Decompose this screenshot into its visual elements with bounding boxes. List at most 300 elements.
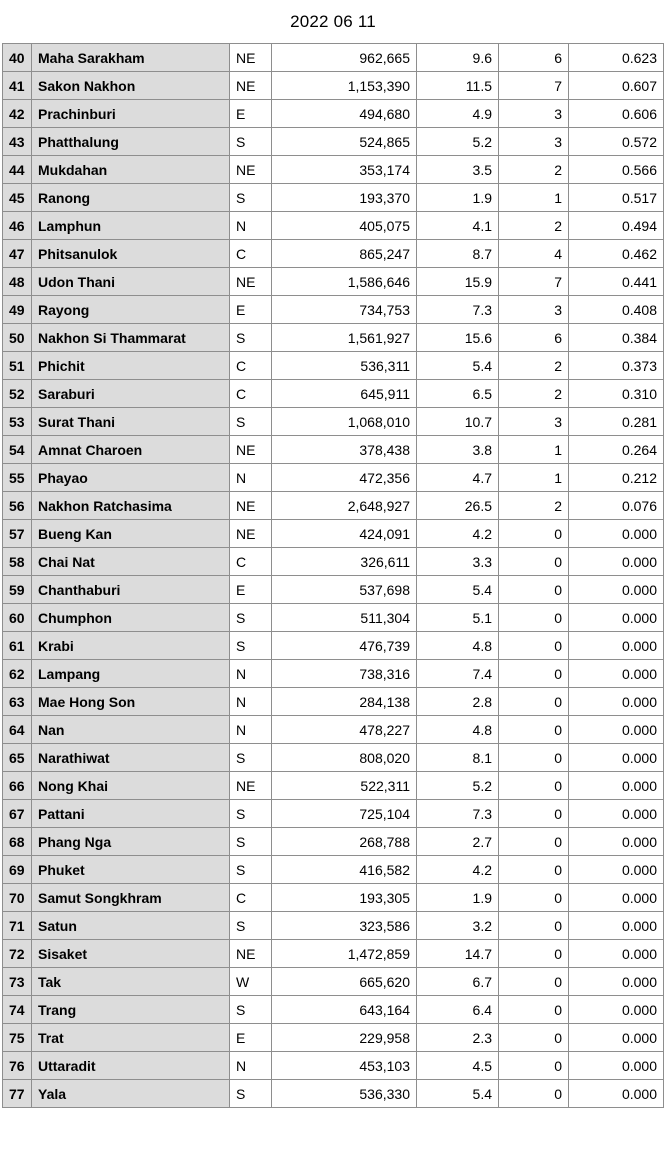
population-cell: 323,586 [272,912,417,940]
count-cell: 0 [499,912,569,940]
region-cell: NE [230,520,272,548]
region-cell: E [230,296,272,324]
rank-cell: 64 [3,716,32,744]
rate-cell: 0.000 [569,520,664,548]
table-row [3,156,664,184]
count-cell: 0 [499,604,569,632]
province-cell: Phichit [32,352,230,380]
ratio-cell: 7.3 [417,800,499,828]
count-cell: 3 [499,408,569,436]
ratio-cell: 2.3 [417,1024,499,1052]
province-cell: Prachinburi [32,100,230,128]
rate-cell: 0.000 [569,884,664,912]
table-row [3,212,664,240]
province-cell: Saraburi [32,380,230,408]
rate-cell: 0.517 [569,184,664,212]
count-cell: 0 [499,632,569,660]
rank-cell: 71 [3,912,32,940]
region-cell: N [230,716,272,744]
table-row [3,464,664,492]
region-cell: S [230,128,272,156]
region-cell: S [230,324,272,352]
count-cell: 0 [499,576,569,604]
count-cell: 0 [499,800,569,828]
region-cell: N [230,1052,272,1080]
rank-cell: 69 [3,856,32,884]
rank-cell: 41 [3,72,32,100]
population-cell: 424,091 [272,520,417,548]
province-cell: Nong Khai [32,772,230,800]
rate-cell: 0.000 [569,688,664,716]
table-row [3,100,664,128]
region-cell: S [230,856,272,884]
region-cell: S [230,744,272,772]
count-cell: 0 [499,968,569,996]
ratio-cell: 3.5 [417,156,499,184]
table-row [3,688,664,716]
ratio-cell: 6.7 [417,968,499,996]
region-cell: E [230,1024,272,1052]
count-cell: 0 [499,548,569,576]
region-cell: NE [230,940,272,968]
table-row [3,940,664,968]
rate-cell: 0.000 [569,744,664,772]
province-cell: Narathiwat [32,744,230,772]
province-cell: Phang Nga [32,828,230,856]
rate-cell: 0.310 [569,380,664,408]
count-cell: 0 [499,996,569,1024]
region-cell: E [230,100,272,128]
table-row [3,996,664,1024]
count-cell: 3 [499,100,569,128]
rate-cell: 0.281 [569,408,664,436]
population-cell: 536,311 [272,352,417,380]
population-cell: 1,586,646 [272,268,417,296]
province-cell: Sakon Nakhon [32,72,230,100]
province-cell: Phayao [32,464,230,492]
table-row [3,968,664,996]
table-row [3,296,664,324]
rank-cell: 46 [3,212,32,240]
ratio-cell: 5.4 [417,352,499,380]
rank-cell: 62 [3,660,32,688]
table-row [3,856,664,884]
table-row [3,128,664,156]
table-body [3,44,664,1108]
rate-cell: 0.607 [569,72,664,100]
count-cell: 0 [499,856,569,884]
province-cell: Nakhon Ratchasima [32,492,230,520]
rate-cell: 0.212 [569,464,664,492]
table-row [3,408,664,436]
ratio-cell: 5.2 [417,128,499,156]
table-row [3,884,664,912]
count-cell: 1 [499,436,569,464]
count-cell: 0 [499,744,569,772]
region-cell: NE [230,268,272,296]
table-row [3,1024,664,1052]
population-cell: 268,788 [272,828,417,856]
population-cell: 522,311 [272,772,417,800]
rank-cell: 45 [3,184,32,212]
count-cell: 7 [499,268,569,296]
ratio-cell: 3.2 [417,912,499,940]
table-row [3,772,664,800]
province-cell: Mae Hong Son [32,688,230,716]
population-cell: 734,753 [272,296,417,324]
table-row [3,184,664,212]
ratio-cell: 26.5 [417,492,499,520]
population-cell: 524,865 [272,128,417,156]
population-cell: 537,698 [272,576,417,604]
ratio-cell: 6.4 [417,996,499,1024]
count-cell: 2 [499,380,569,408]
count-cell: 0 [499,772,569,800]
rank-cell: 57 [3,520,32,548]
population-cell: 738,316 [272,660,417,688]
rank-cell: 75 [3,1024,32,1052]
rank-cell: 52 [3,380,32,408]
province-cell: Uttaradit [32,1052,230,1080]
ratio-cell: 5.4 [417,1080,499,1108]
province-cell: Sisaket [32,940,230,968]
rank-cell: 67 [3,800,32,828]
ratio-cell: 14.7 [417,940,499,968]
population-cell: 494,680 [272,100,417,128]
region-cell: S [230,828,272,856]
region-cell: S [230,604,272,632]
ratio-cell: 4.9 [417,100,499,128]
table-row [3,660,664,688]
count-cell: 2 [499,352,569,380]
population-cell: 453,103 [272,1052,417,1080]
count-cell: 0 [499,1080,569,1108]
count-cell: 0 [499,716,569,744]
table-row [3,632,664,660]
ratio-cell: 8.1 [417,744,499,772]
province-cell: Trang [32,996,230,1024]
ratio-cell: 11.5 [417,72,499,100]
ratio-cell: 4.2 [417,520,499,548]
ratio-cell: 2.7 [417,828,499,856]
table-row [3,576,664,604]
region-cell: S [230,184,272,212]
population-cell: 229,958 [272,1024,417,1052]
rank-cell: 42 [3,100,32,128]
table-row [3,380,664,408]
rank-cell: 59 [3,576,32,604]
rank-cell: 49 [3,296,32,324]
ratio-cell: 7.3 [417,296,499,324]
rank-cell: 51 [3,352,32,380]
population-cell: 962,665 [272,44,417,72]
population-cell: 511,304 [272,604,417,632]
rank-cell: 56 [3,492,32,520]
table-row [3,324,664,352]
rate-cell: 0.000 [569,940,664,968]
ratio-cell: 3.3 [417,548,499,576]
province-cell: Mukdahan [32,156,230,184]
region-cell: E [230,576,272,604]
count-cell: 6 [499,44,569,72]
province-cell: Phuket [32,856,230,884]
ratio-cell: 4.7 [417,464,499,492]
table-row [3,828,664,856]
rank-cell: 47 [3,240,32,268]
ratio-cell: 1.9 [417,184,499,212]
rank-cell: 40 [3,44,32,72]
ratio-cell: 6.5 [417,380,499,408]
region-cell: N [230,212,272,240]
rank-cell: 72 [3,940,32,968]
region-cell: C [230,240,272,268]
population-cell: 193,305 [272,884,417,912]
rank-cell: 73 [3,968,32,996]
rate-cell: 0.000 [569,660,664,688]
region-cell: W [230,968,272,996]
region-cell: C [230,884,272,912]
count-cell: 3 [499,128,569,156]
ratio-cell: 15.6 [417,324,499,352]
population-cell: 645,911 [272,380,417,408]
region-cell: S [230,408,272,436]
rate-cell: 0.572 [569,128,664,156]
table-row [3,72,664,100]
region-cell: NE [230,772,272,800]
rank-cell: 48 [3,268,32,296]
rate-cell: 0.000 [569,772,664,800]
table-row [3,548,664,576]
rate-cell: 0.000 [569,632,664,660]
province-cell: Phatthalung [32,128,230,156]
ratio-cell: 4.5 [417,1052,499,1080]
table-row [3,268,664,296]
population-cell: 1,561,927 [272,324,417,352]
rank-cell: 70 [3,884,32,912]
rank-cell: 54 [3,436,32,464]
rate-cell: 0.000 [569,1080,664,1108]
table-row [3,492,664,520]
ratio-cell: 4.1 [417,212,499,240]
province-cell: Lamphun [32,212,230,240]
population-cell: 808,020 [272,744,417,772]
region-cell: NE [230,72,272,100]
rate-cell: 0.000 [569,604,664,632]
region-cell: N [230,464,272,492]
province-cell: Bueng Kan [32,520,230,548]
rank-cell: 50 [3,324,32,352]
population-cell: 1,472,859 [272,940,417,968]
ratio-cell: 4.8 [417,716,499,744]
province-cell: Surat Thani [32,408,230,436]
ratio-cell: 5.2 [417,772,499,800]
region-cell: N [230,660,272,688]
rate-cell: 0.000 [569,912,664,940]
population-cell: 665,620 [272,968,417,996]
province-cell: Nan [32,716,230,744]
rank-cell: 77 [3,1080,32,1108]
province-cell: Lampang [32,660,230,688]
population-cell: 2,648,927 [272,492,417,520]
count-cell: 2 [499,156,569,184]
rate-cell: 0.566 [569,156,664,184]
population-cell: 643,164 [272,996,417,1024]
page-title: 2022 06 11 [290,12,376,31]
population-cell: 476,739 [272,632,417,660]
province-cell: Pattani [32,800,230,828]
rate-cell: 0.000 [569,1052,664,1080]
ratio-cell: 4.8 [417,632,499,660]
region-cell: NE [230,492,272,520]
rate-cell: 0.373 [569,352,664,380]
region-cell: NE [230,44,272,72]
province-cell: Chai Nat [32,548,230,576]
province-cell: Phitsanulok [32,240,230,268]
rate-cell: 0.000 [569,828,664,856]
population-cell: 1,153,390 [272,72,417,100]
table-row [3,240,664,268]
rate-cell: 0.494 [569,212,664,240]
table-row [3,912,664,940]
table-row [3,1080,664,1108]
rank-cell: 68 [3,828,32,856]
province-cell: Chanthaburi [32,576,230,604]
population-cell: 326,611 [272,548,417,576]
rate-cell: 0.000 [569,1024,664,1052]
rate-cell: 0.000 [569,996,664,1024]
population-cell: 536,330 [272,1080,417,1108]
table-row [3,800,664,828]
ratio-cell: 4.2 [417,856,499,884]
count-cell: 4 [499,240,569,268]
rank-cell: 74 [3,996,32,1024]
rank-cell: 63 [3,688,32,716]
rate-cell: 0.408 [569,296,664,324]
table-row [3,1052,664,1080]
table-row [3,436,664,464]
rank-cell: 61 [3,632,32,660]
ratio-cell: 7.4 [417,660,499,688]
ratio-cell: 5.1 [417,604,499,632]
rank-cell: 60 [3,604,32,632]
count-cell: 2 [499,492,569,520]
count-cell: 0 [499,688,569,716]
count-cell: 1 [499,464,569,492]
table-row [3,44,664,72]
region-cell: S [230,912,272,940]
population-cell: 1,068,010 [272,408,417,436]
region-cell: C [230,352,272,380]
count-cell: 6 [499,324,569,352]
population-cell: 472,356 [272,464,417,492]
count-cell: 2 [499,212,569,240]
region-cell: NE [230,156,272,184]
rank-cell: 43 [3,128,32,156]
rank-cell: 55 [3,464,32,492]
province-cell: Chumphon [32,604,230,632]
rate-cell: 0.000 [569,968,664,996]
region-cell: C [230,380,272,408]
population-cell: 353,174 [272,156,417,184]
province-cell: Ranong [32,184,230,212]
region-cell: S [230,632,272,660]
region-cell: S [230,996,272,1024]
population-cell: 725,104 [272,800,417,828]
table-row [3,604,664,632]
province-cell: Krabi [32,632,230,660]
rate-cell: 0.606 [569,100,664,128]
rate-cell: 0.384 [569,324,664,352]
province-cell: Rayong [32,296,230,324]
province-table [2,43,664,1108]
ratio-cell: 2.8 [417,688,499,716]
province-cell: Udon Thani [32,268,230,296]
table-row [3,520,664,548]
province-cell: Nakhon Si Thammarat [32,324,230,352]
rate-cell: 0.264 [569,436,664,464]
count-cell: 0 [499,940,569,968]
count-cell: 0 [499,1024,569,1052]
region-cell: C [230,548,272,576]
ratio-cell: 15.9 [417,268,499,296]
ratio-cell: 3.8 [417,436,499,464]
region-cell: S [230,800,272,828]
population-cell: 193,370 [272,184,417,212]
rate-cell: 0.076 [569,492,664,520]
table-row [3,352,664,380]
count-cell: 0 [499,1052,569,1080]
ratio-cell: 9.6 [417,44,499,72]
province-cell: Yala [32,1080,230,1108]
population-cell: 865,247 [272,240,417,268]
rate-cell: 0.462 [569,240,664,268]
population-cell: 284,138 [272,688,417,716]
population-cell: 416,582 [272,856,417,884]
rank-cell: 58 [3,548,32,576]
rate-cell: 0.000 [569,576,664,604]
province-cell: Samut Songkhram [32,884,230,912]
count-cell: 0 [499,828,569,856]
ratio-cell: 8.7 [417,240,499,268]
province-cell: Tak [32,968,230,996]
ratio-cell: 5.4 [417,576,499,604]
count-cell: 7 [499,72,569,100]
rate-cell: 0.623 [569,44,664,72]
population-cell: 378,438 [272,436,417,464]
table-row [3,744,664,772]
region-cell: NE [230,436,272,464]
rate-cell: 0.000 [569,716,664,744]
rank-cell: 53 [3,408,32,436]
province-cell: Trat [32,1024,230,1052]
count-cell: 1 [499,184,569,212]
table-row [3,716,664,744]
count-cell: 0 [499,884,569,912]
rate-cell: 0.000 [569,800,664,828]
rank-cell: 76 [3,1052,32,1080]
ratio-cell: 1.9 [417,884,499,912]
count-cell: 0 [499,660,569,688]
rate-cell: 0.000 [569,548,664,576]
ratio-cell: 10.7 [417,408,499,436]
count-cell: 0 [499,520,569,548]
rank-cell: 66 [3,772,32,800]
region-cell: S [230,1080,272,1108]
rank-cell: 65 [3,744,32,772]
rate-cell: 0.000 [569,856,664,884]
population-cell: 405,075 [272,212,417,240]
rate-cell: 0.441 [569,268,664,296]
